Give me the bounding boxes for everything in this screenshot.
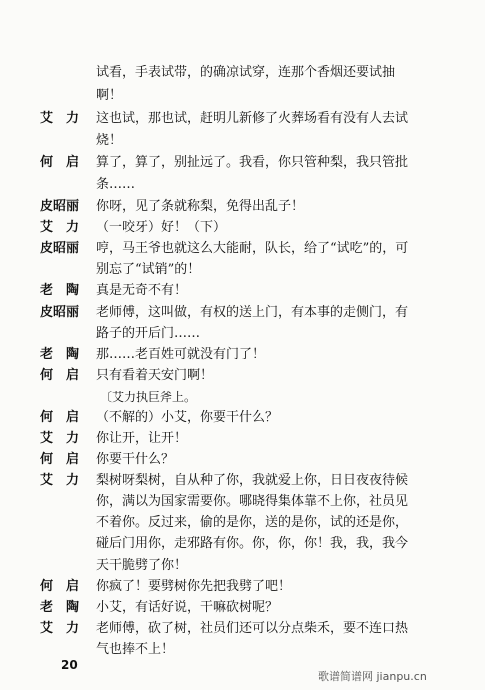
script-line — [0, 449, 485, 471]
dialogue-text: 只有看着天安门啊！ — [96, 368, 214, 383]
dialogue-text: 气也捧不上！ — [96, 642, 175, 657]
speaker-name: 老 陶 — [40, 347, 80, 362]
dialogue-text: 你疯了！要劈树你先把我劈了吧！ — [96, 579, 292, 594]
dialogue-text: 条…… — [96, 177, 136, 192]
dialogue-text: 烧！ — [96, 133, 123, 148]
speaker-name: 老 陶 — [40, 600, 80, 615]
script-line — [0, 386, 485, 408]
dialogue-text: 老师傅，砍了树，社员们还可以分点柴禾，要不连口热 — [96, 621, 409, 636]
watermark: 歌谱简谱网 jianpu.cn — [318, 670, 427, 683]
script-line — [0, 533, 485, 555]
script-line — [0, 344, 485, 366]
dialogue-text: 你，满以为国家需要你。哪晓得集体靠不上你，社员见 — [96, 494, 409, 509]
dialogue-text: 哼，马王爷也就这么大能耐，队长，给了“试吃”的，可 — [96, 241, 409, 256]
script-line — [0, 597, 485, 619]
dialogue-text: 梨树呀梨树，自从种了你，我就爱上你，日日夜夜待候 — [96, 473, 409, 488]
script-line — [0, 323, 485, 345]
dialogue-text: 算了，算了，别扯远了。我看，你只管种梨，我只管批 — [96, 155, 409, 170]
speaker-name: 艾 力 — [40, 621, 80, 636]
dialogue-text: 碰后门用你，走邪路有你。你，你，你！我，我，我今 — [96, 536, 409, 551]
speaker-name: 艾 力 — [40, 473, 80, 488]
speaker-name: 皮昭丽 — [40, 199, 80, 214]
script-line — [0, 85, 485, 107]
script-line — [0, 576, 485, 598]
speaker-name: 皮昭丽 — [40, 241, 80, 256]
speaker-name: 何 启 — [40, 410, 80, 425]
dialogue-text: （不解的）小艾，你要干什么？ — [96, 410, 279, 425]
script-line — [0, 62, 485, 84]
speaker-name: 老 陶 — [40, 283, 80, 298]
dialogue-text: 路子的开后门…… — [96, 326, 201, 341]
speaker-name: 艾 力 — [40, 220, 80, 235]
script-line — [0, 365, 485, 387]
dialogue-text: 不着你。反过来，偷的是你，送的是你，试的还是你， — [96, 515, 409, 530]
dialogue-text: 你呀，见了条就称梨，免得出乱子！ — [96, 199, 305, 214]
speaker-name: 何 启 — [40, 155, 80, 170]
script-line — [0, 196, 485, 218]
dialogue-text: 你让开，让开！ — [96, 431, 188, 446]
dialogue-text: （一咬牙）好！（下） — [96, 220, 227, 235]
dialogue-text: 啊！ — [96, 88, 123, 103]
script-line — [0, 555, 485, 577]
speaker-name: 何 启 — [40, 579, 80, 594]
script-line — [0, 407, 485, 429]
speaker-name: 皮昭丽 — [40, 305, 80, 320]
script-line — [0, 259, 485, 281]
script-line — [0, 174, 485, 196]
script-line — [0, 238, 485, 260]
script-line — [0, 130, 485, 152]
script-line — [0, 217, 485, 239]
speaker-name: 何 启 — [40, 452, 80, 467]
script-line — [0, 491, 485, 513]
dialogue-text: 试看，手表试带，的确凉试穿，连那个香烟还要试抽 — [96, 65, 396, 80]
script-line — [0, 108, 485, 130]
stage-direction: 〔艾力执巨斧上。 — [100, 390, 197, 404]
dialogue-text: 真是无奇不有！ — [96, 283, 188, 298]
script-line — [0, 618, 485, 640]
script-line — [0, 302, 485, 324]
page-number: 20 — [61, 658, 78, 672]
speaker-name: 何 启 — [40, 368, 80, 383]
dialogue-text: 那……老百姓可就没有门了！ — [96, 347, 266, 362]
dialogue-text: 小艾，有话好说，干嘛砍树呢？ — [96, 600, 279, 615]
dialogue-text: 老师傅，这叫做，有权的送上门，有本事的走侧门，有 — [96, 305, 409, 320]
dialogue-text: 这也试，那也试，赶明儿新修了火葬场看有没有人去试 — [96, 111, 409, 126]
script-line — [0, 512, 485, 534]
script-line — [0, 280, 485, 302]
dialogue-text: 天干脆劈了你！ — [96, 558, 188, 573]
speaker-name: 艾 力 — [40, 431, 80, 446]
dialogue-text: 别忘了“试销”的！ — [96, 262, 201, 277]
script-line — [0, 152, 485, 174]
script-line — [0, 470, 485, 492]
speaker-name: 艾 力 — [40, 111, 80, 126]
dialogue-text: 你要干什么？ — [96, 452, 175, 467]
script-line — [0, 428, 485, 450]
